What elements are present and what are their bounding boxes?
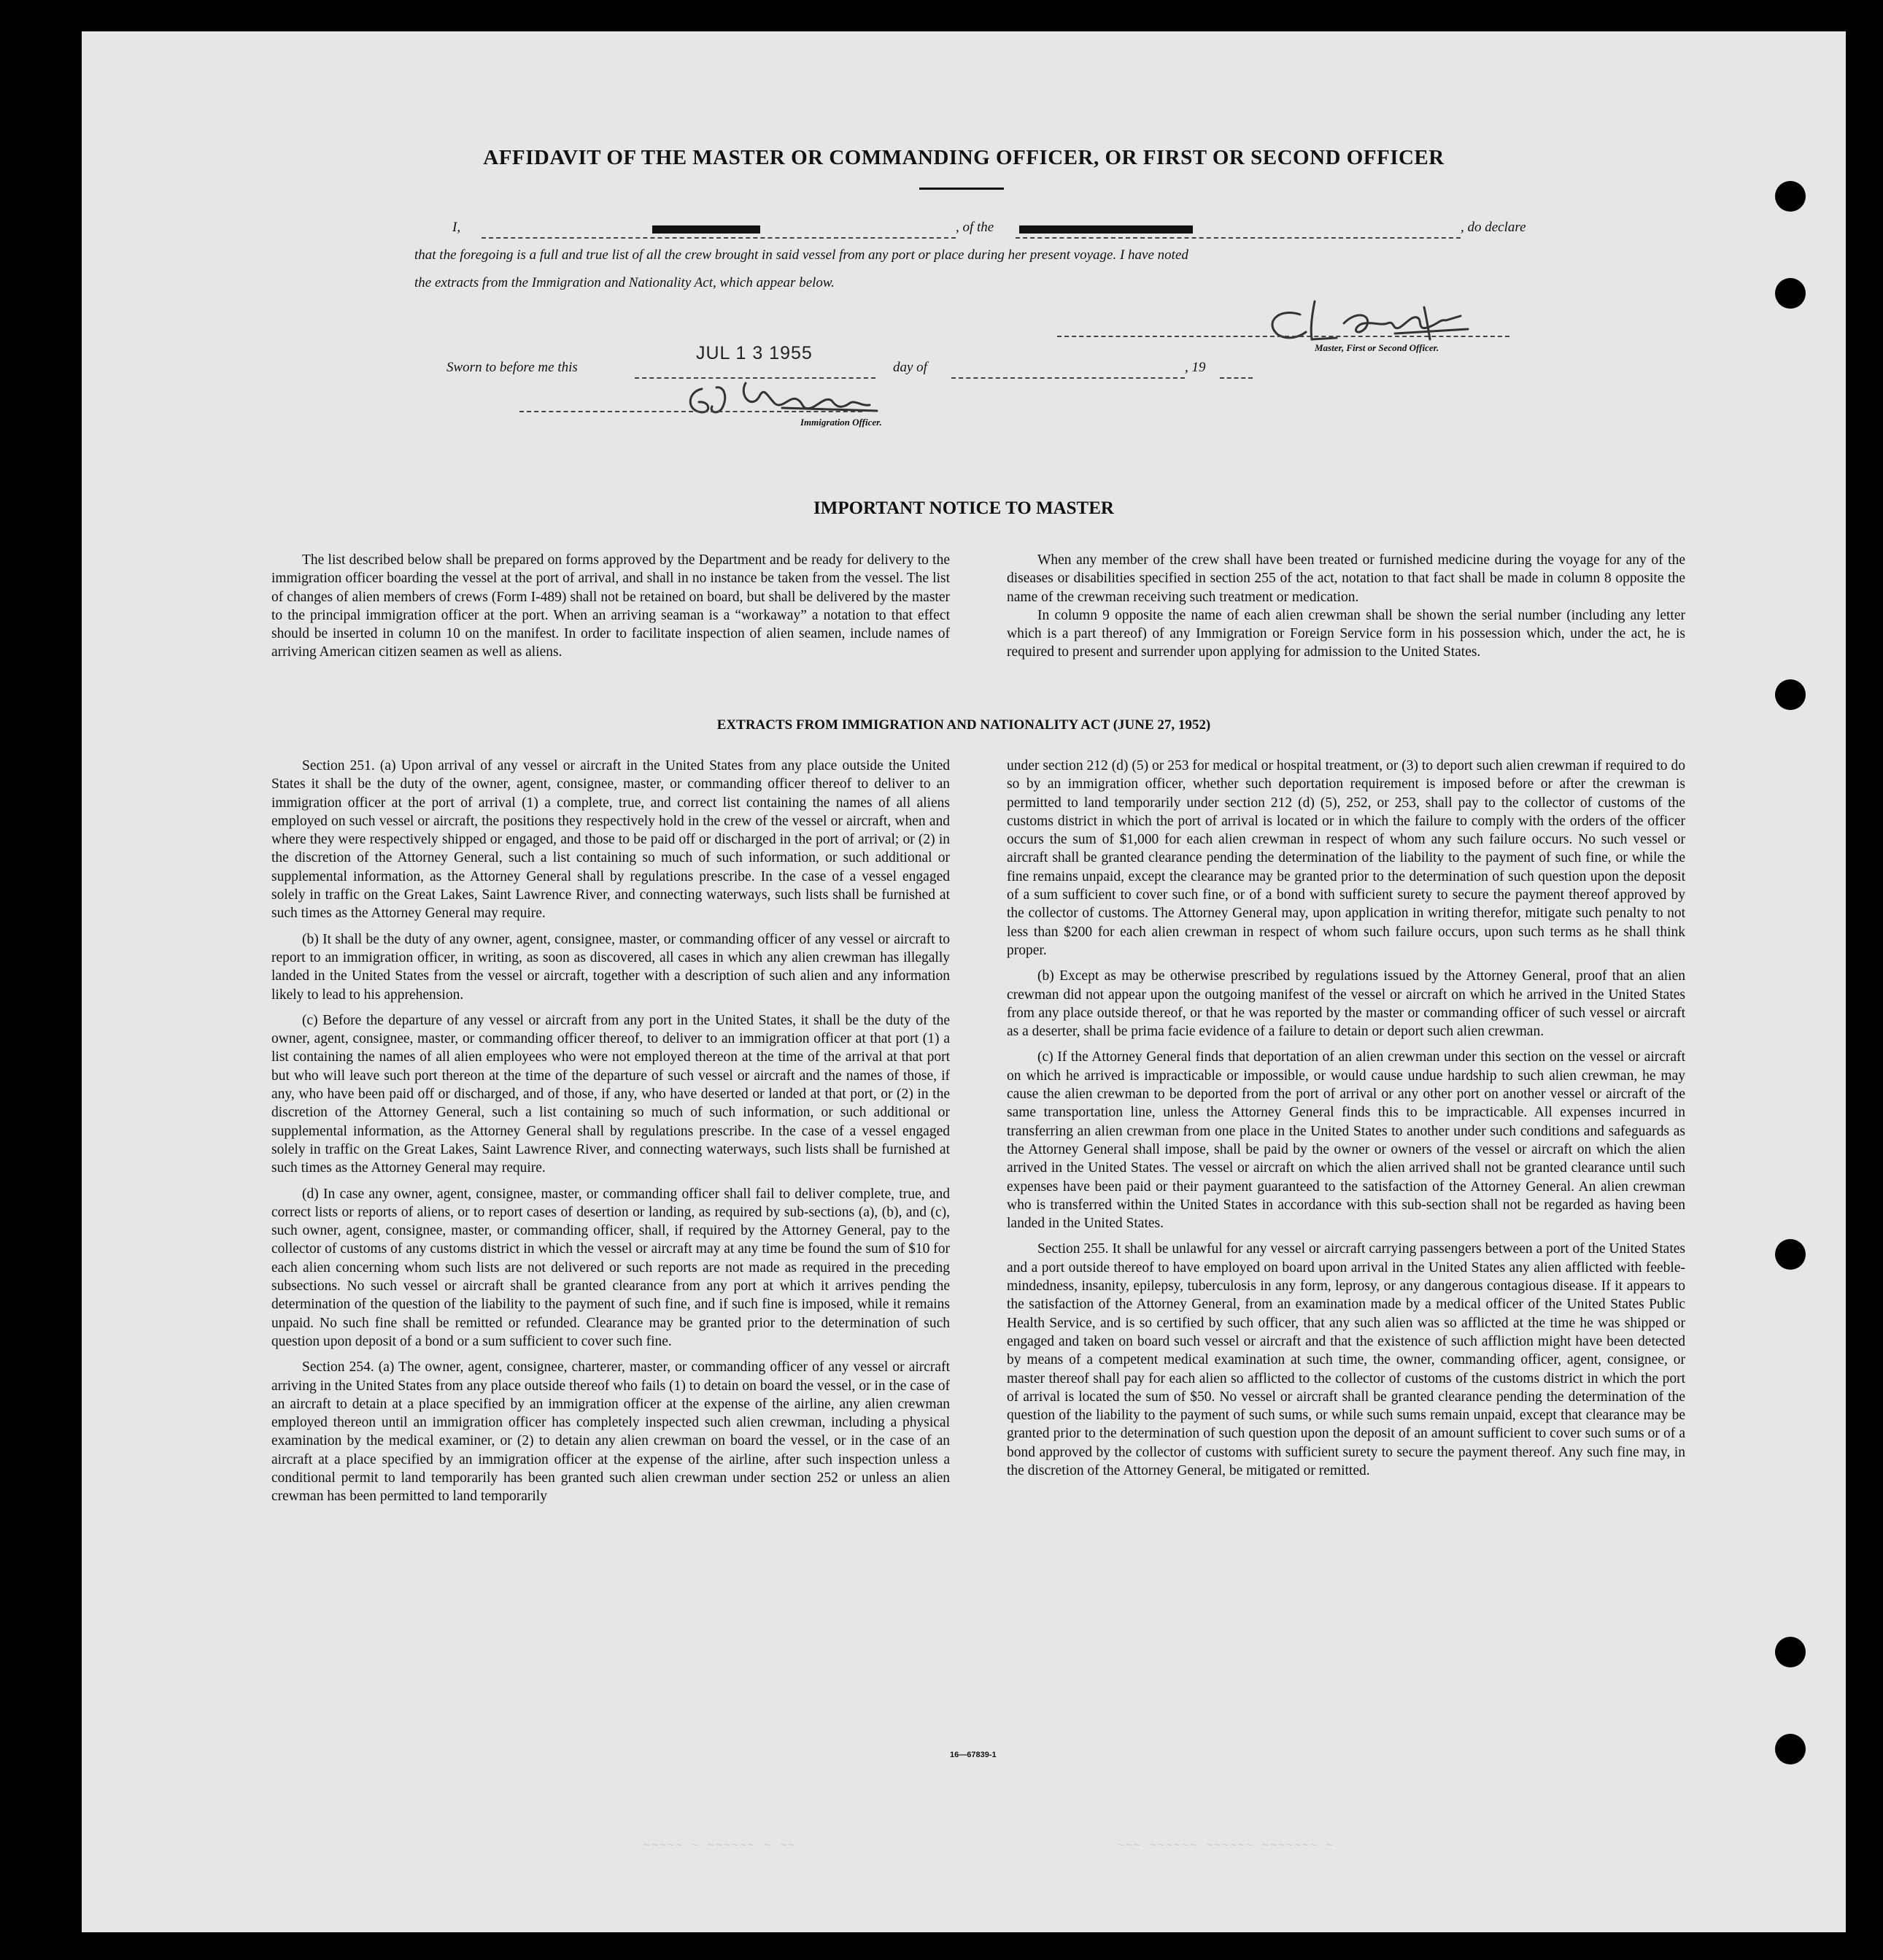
declaration-line-3: the extracts from the Immigration and Nationality Act, which appear below. (414, 275, 835, 290)
bleed-through-text-left: ~~~~~ ~ ~~~~~~ ~ ~~ (643, 1840, 797, 1852)
notice-right-paragraph-1: When any member of the crew shall have been treated or furnished medicine during the voyage for any of the diseases or disabilities specified in section 255 of the act, notation to that fact shall be made in column 8 opposite the name of the crewman receiving such treatment or medication. (1007, 552, 1685, 605)
punch-hole-2 (1775, 278, 1806, 309)
punch-hole-4 (1775, 1239, 1806, 1270)
immigration-signature-line (519, 411, 862, 412)
vessel-prefix: , of the (956, 220, 994, 235)
officer-signature-line (1057, 336, 1509, 337)
section-251a: Section 251. (a) Upon arrival of any vessel or aircraft in the United States from any place outside the United States it shall be the duty of the owner, agent, consignee, master, or commanding officer thereof to deliver to an immigration officer at the port of arrival (1) a complete, true, and correct list containing the names of all aliens employed on such vessel or aircraft, the positions they respectively hold in the crew of the vessel or aircraft, when and where they were respectively shipped or engaged, and those to be paid off or discharged in the port of arrival; or (2) in the discretion of the Attorney General, such a list containing so much of such information, or such additional or supplemental information, as the Attorney General shall by regulations prescribe. In the case of a vessel engaged solely in traffic on the Great Lakes, Saint Lawrence River, and connecting waterways, such lists shall be furnished at such times as the Attorney General may require. (271, 758, 950, 922)
section-254b: (b) Except as may be otherwise prescribed by regulations issued by the Attorney General, proof that an alien crewman did not appear upon the outgoing manifest of the vessel or aircraft on which he arrived in the United States from any place outside thereof, or that he was reported by the master or commanding officer of such vessel or aircraft as a deserter, shall be prima facie evidence of a failure to detain or deport such alien crewman. (1007, 968, 1685, 1040)
punch-hole-3 (1775, 679, 1806, 710)
section-255: Section 255. It shall be unlawful for any vessel or aircraft carrying passengers between a port of the United States and a port outside thereof to have employed on board upon arrival in the United States any alien afflicted with feeble-mindedness, insanity, epilepsy, tuberculosis in any form, leprosy, or any dangerous contagious disease. If it appears to the satisfaction of the Attorney General, from an examination made by a medical officer of the United States Public Health Service, and is so certified by such officer, that any such alien was so afflicted at the time he was shipped or engaged and taken on board such vessel or aircraft and that the existence of such affliction might have been detected by means of a competent medical examination at such time, the owner, commanding officer, agent, consignee, or master thereof shall pay for each alien so afflicted to the collector of customs of the customs district in which the port of arrival is located the sum of $50. No vessel or aircraft shall be granted clearance pending the determination of the question of the liability to the payment of such sums, or while such sums remain unpaid, except that clearance may be granted prior to the determination of such question upon the deposit of an amount sufficient to cover such sums or of a bond approved by the collector of customs with sufficient surety to secure the payment thereof. Any such fine may, in the discretion of the Attorney General, be mitigated or remitted. (1007, 1241, 1685, 1478)
section-251c: (c) Before the departure of any vessel or aircraft from any port in the United States, it shall be the duty of the owner, agent, consignee, master, or commanding officer thereof, to deliver to an immigration officer at that port (1) a list containing the names of all alien employees who were not employed thereon at the time of the arrival at that port but who will leave such port thereon at the time of the departure of such vessel or aircraft and the names of those, if any, who have been paid off or discharged, and of those, if any, who have deserted or landed at that port, or (2) in the discretion of the Attorney General, such a list containing so much of such information, or such additional or supplemental information, as the Attorney General shall by regulations prescribe. In the case of a vessel engaged solely in traffic on the Great Lakes, Saint Lawrence River, and connecting waterways, such lists shall be furnished at such times as the Attorney General may require. (271, 1012, 950, 1176)
declarant-prefix: I, (452, 220, 461, 235)
document-page (82, 31, 1846, 1932)
year-label: , 19 (1185, 360, 1206, 375)
extracts-right-column (1007, 757, 1685, 1487)
redacted-vessel-name (1019, 225, 1193, 234)
declare-suffix: , do declare (1461, 220, 1526, 235)
redacted-master-name (652, 225, 760, 234)
punch-hole-6 (1775, 1734, 1806, 1764)
punch-hole-1 (1775, 181, 1806, 212)
immigration-caption: Immigration Officer. (800, 417, 882, 428)
affidavit-title: AFFIDAVIT OF THE MASTER OR COMMANDING OFFICER, OR FIRST OR SECOND OFFICER (483, 146, 1445, 169)
notice-right-paragraph-2: In column 9 opposite the name of each alien crewman shall be shown the serial number (including any letter which is a part thereof) of any Immigration or Foreign Service form in his possession which, under the act, he is required to present and surrender upon applying for admission to the United States. (1007, 607, 1685, 660)
day-of-label: day of (893, 360, 927, 375)
master-name-field (482, 237, 956, 239)
section-251b: (b) It shall be the duty of any owner, agent, consignee, master, or commanding officer of any vessel or aircraft to report to an immigration officer, in writing, as soon as discovered, all cases in which any alien crewman has illegally landed in the United States from the vessel or aircraft, together with a description of such alien and any information likely to lead to his apprehension. (271, 931, 950, 1003)
notice-left-column (271, 551, 950, 669)
title-rule (919, 188, 1004, 190)
punch-hole-5 (1775, 1637, 1806, 1667)
section-254a: Section 254. (a) The owner, agent, consignee, charterer, master, or commanding officer of any vessel or aircraft arriving in the United States from any place outside thereof who fails (1) to detain on board the vessel, or in the case of an aircraft to detain at a place specified by an immigration officer at the expense of the airline, any alien crewman employed thereon until an immigration officer has completely inspected such alien crewman, including a physical examination by the medical examiner, or (2) to detain any alien crewman on board the vessel, or in the case of an aircraft at a place specified by an immigration officer at the expense of the airline, after such inspection unless a conditional permit to land temporarily has been granted such alien crewman under section 252 or unless an alien crewman has been permitted to land temporarily (271, 1359, 950, 1505)
notice-title: IMPORTANT NOTICE TO MASTER (813, 498, 1114, 518)
month-field (951, 377, 1185, 379)
sworn-label: Sworn to before me this (446, 360, 578, 375)
notice-left-paragraph: The list described below shall be prepared on forms approved by the Department and be ready for delivery to the immigration officer boarding the vessel at the port of arrival, and shall in no instance be taken from the vessel. The list of changes of alien members of crews (Form I-489) shall not be retained on board, but shall be delivered by the master to the principal immigration officer at the port. When an arriving seaman is a “workaway” a notation to that effect should be inserted in column 10 on the manifest. In order to facilitate inspection of alien seamen, include names of arriving American citizen seamen as well as aliens. (271, 552, 950, 660)
form-number: 16—67839-1 (950, 1751, 997, 1759)
notice-right-column (1007, 551, 1685, 669)
section-254a-continued: under section 212 (d) (5) or 253 for medical or hospital treatment, or (3) to deport such alien crewman if required to do so by an immigration officer, whether such deportation requirement is imposed before or after the crewman is permitted to land temporarily under section 212 (d) (5), 252, or 253, shall pay to the collector of customs of the customs district in which the port of arrival is located or in which the failure to comply with the orders of the officer occurs the sum of $1,000 for each alien crewman in respect of whom any such failure occurs. No such vessel or aircraft shall be granted clearance pending the determination of the liability to the payment of such fine, or while the fine remains unpaid, except the clearance may be granted prior to the determination of such question upon the deposit of a sum sufficient to cover such fine, or of a bond with sufficient surety to secure the payment thereof approved by the collector of customs. The Attorney General may, upon application in writing therefor, mitigate such penalty to not less than $200 for each alien crewman in respect of whom such failure occurs, upon such terms as he shall think proper. (1007, 758, 1685, 958)
vessel-name-field (1016, 237, 1461, 239)
section-251d: (d) In case any owner, agent, consignee, master, or commanding officer shall fail to deliver complete, true, and correct lists or reports of aliens, or to report cases of desertion or landing, as required by sub-sections (a), (b), and (c), such owner, agent, consignee, master, or commanding officer, shall, if required by the Attorney General, pay to the collector of customs of any customs district in which the vessel or aircraft may at any time be found the sum of $10 for each alien concerning whom such lists are not delivered or such reports are not made as required in the preceding subsections. No such vessel or aircraft shall be granted clearance from any port at which it arrives pending the determination of the question of the liability to the payment of such fine, and if such fine is imposed, while it remains unpaid. No such fine shall be remitted or refunded. Clearance may be granted prior to the determination of such question upon deposit of a bond or a sum sufficient to cover such fine. (271, 1186, 950, 1349)
date-stamp: JUL 1 3 1955 (696, 343, 813, 363)
declaration-line-2: that the foregoing is a full and true list of all the crew brought in said vessel from any port or place during her present voyage. I have noted (414, 247, 1188, 263)
section-254c: (c) If the Attorney General finds that deportation of an alien crewman under this section on the vessel or aircraft on which he arrived is impracticable or impossible, or would cause undue hardship to such alien crewman, he may cause the alien crewman to be deported from the port of arrival or any other port on another vessel or aircraft of the same transportation line, unless the Attorney General finds this to be impracticable. All expenses incurred in transferring an alien crewman from one place in the United States to another under such conditions and safeguards as the Attorney General shall impose, shall be paid by the owner or owners of the vessel or aircraft on which the alien arrived in the United States. The vessel or aircraft on which the alien arrived shall not be granted clearance until such expenses have been paid or their payment guaranteed to the satisfaction of the Attorney General. An alien crewman who is transferred within the United States in accordance with this sub-section shall not be regarded as having been landed in the United States. (1007, 1049, 1685, 1232)
officer-caption: Master, First or Second Officer. (1315, 342, 1439, 353)
bleed-through-text-right: ~~~ ~~~~~~ ~~~~~~ ~~~~~~~ ~ (1118, 1840, 1335, 1852)
extracts-left-column (271, 757, 950, 1513)
extracts-title: EXTRACTS FROM IMMIGRATION AND NATIONALITY ACT (JUNE 27, 1952) (716, 717, 1211, 733)
year-field (1220, 377, 1253, 379)
